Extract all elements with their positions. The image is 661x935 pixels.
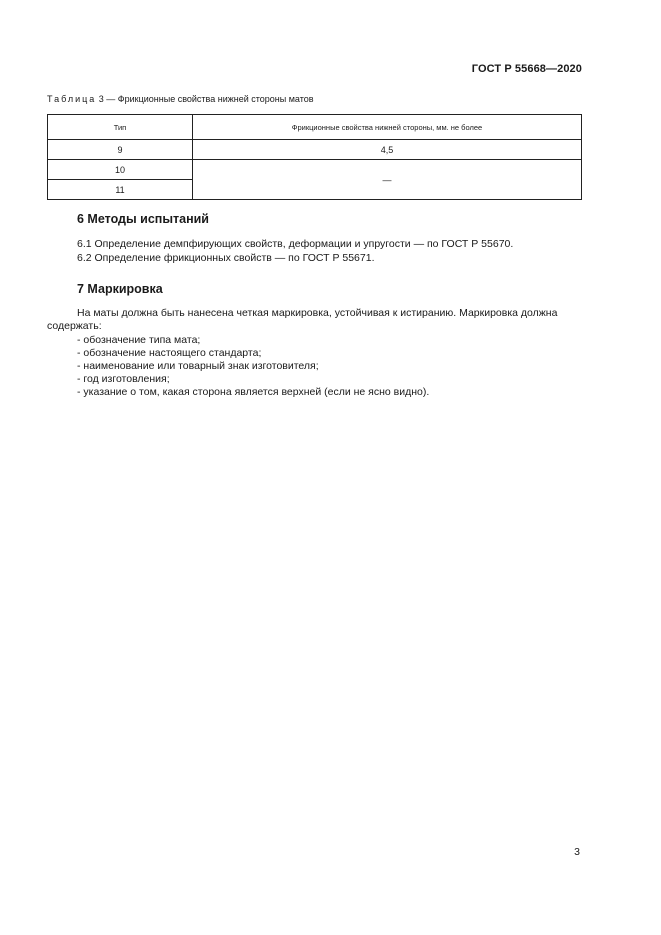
cell-type: 10 <box>48 160 193 180</box>
section-6-title: 6 Методы испытаний <box>77 212 209 226</box>
table-header-row <box>48 115 582 140</box>
list-item: - обозначение настоящего стандарта; <box>77 347 262 359</box>
cell-type: 9 <box>48 140 193 160</box>
table-caption <box>47 94 314 104</box>
column-header-friction: Фрикционные свойства нижней стороны, мм. не более <box>193 115 582 140</box>
friction-properties-table <box>47 114 582 200</box>
list-item: - указание о том, какая сторона является верхней (если не ясно видно). <box>77 386 430 398</box>
section-7-intro-line2: содержать: <box>47 320 102 332</box>
table-caption-text: 3 — Фрикционные свойства нижней стороны матов <box>96 94 314 104</box>
table-row <box>48 160 582 180</box>
section-6-item: 6.2 Определение фрикционных свойств — по ГОСТ Р 55671. <box>77 252 375 264</box>
cell-value: 4,5 <box>193 140 582 160</box>
section-7-title: 7 Маркировка <box>77 282 163 296</box>
section-7-intro-line1: На маты должна быть нанесена четкая маркировка, устойчивая к истиранию. Маркировка должна <box>77 307 558 319</box>
cell-value-merged: — <box>193 160 582 200</box>
list-item: - год изготовления; <box>77 373 170 385</box>
column-header-type: Тип <box>48 115 193 140</box>
page-number: 3 <box>574 846 580 858</box>
table-caption-label: Таблица <box>47 94 97 104</box>
section-6-item: 6.1 Определение демпфирующих свойств, деформации и упругости — по ГОСТ Р 55670. <box>77 238 514 250</box>
standard-code: ГОСТ Р 55668—2020 <box>471 63 582 75</box>
table-row <box>48 140 582 160</box>
list-item: - обозначение типа мата; <box>77 334 201 346</box>
list-item: - наименование или товарный знак изготовителя; <box>77 360 319 372</box>
cell-type: 11 <box>48 180 193 200</box>
